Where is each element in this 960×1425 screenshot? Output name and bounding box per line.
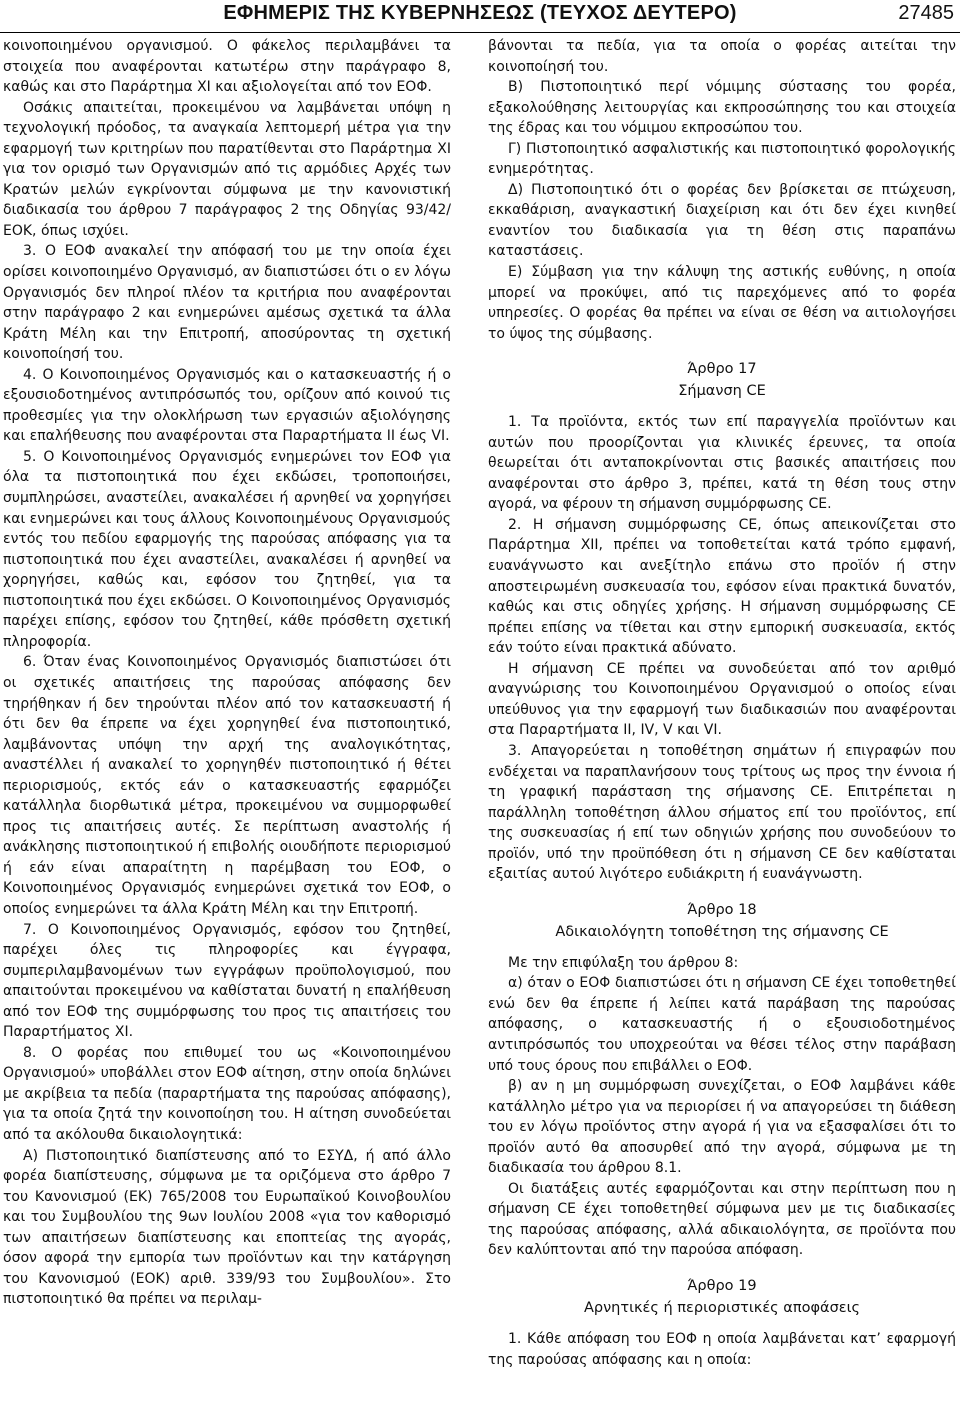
paragraph: 1. Τα προϊόντα, εκτός των επί παραγγελία προϊόντων και αυτών που προορίζονται για κλινικές έρευνες, τα οποία θεωρείται ότι ανταποκρίνονται στις βασικές απαιτήσεις που αναφέρονται στο άρθρο 3, πρέπει, κατά τη θέση τους στην αγορά, να φέρουν τη σήμανση συμμόρφωσης CE. (488, 414, 956, 513)
paragraph: Β) Πιστοποιητικό περί νόμιμης σύστασης του φορέα, εξακολούθησης λειτουργίας και εκπροσώπησης του και στοιχεία της έδρας και του νόμιμου εκπροσώπου του. (488, 79, 956, 137)
article-title: Σήμανση CE (678, 383, 766, 400)
article-number: Άρθρο 19 (687, 1277, 757, 1294)
article-number: Άρθρο 17 (687, 361, 757, 378)
gazette-title: ΕΦΗΜΕΡΙΣ ΤΗΣ ΚΥΒΕΡΝΗΣΕΩΣ (ΤΕΥΧΟΣ ΔΕΥΤΕΡΟ) (223, 2, 737, 24)
paragraph: Α) Πιστοποιητικό διαπίστευσης από το ΕΣΥΔ, ή από άλλο φορέα διαπίστευσης, σύμφωνα με τα οριζόμενα στο άρθρο 7 του Κανονισμού (ΕΚ) 765/2008 του Ευρωπαϊκού Κοινοβουλίου και του Συμβουλίου της 9ων Ιουλίου 2008 «για τον καθορισμό των απαιτήσεων διαπίστευσης και εποπτείας της αγοράς, όσον αφορά την εμπορία των προϊόντων και την κατάργηση του Κανονισμού (ΕΟΚ) αριθ. 339/93 του Συμβουλίου». Στο πιστοποιητικό θα πρέπει να περιλαμ- (3, 1147, 451, 1308)
paragraph: 6. Όταν ένας Κοινοποιημένος Οργανισμός διαπιστώσει ότι οι σχετικές απαιτήσεις της παρούσας απόφασης δεν τηρήθηκαν ή δεν τηρούνται πλέον από τον κατασκευαστή ή ότι δεν θα έπρεπε να έχει χορηγηθεί ένα πιστοποιητικό, λαμβάνοντας υπόψη την αρχή της αναλογικότητας, αναστέλλει ή ανακαλεί το χορηγηθέν πιστοποιητικό ή θέτει περιορισμούς, εκτός εάν ο κατασκευαστής εφαρμόζει κατάλληλα διορθωτικά μέτρα, προκειμένου να συμμορφωθεί προς τις απαιτήσεις αυτές. Σε περίπτωση αναστολής ή ανάκλησης πιστοποιητικού ή επιβολής οιουδήποτε περιορισμού ή εάν είναι απαραίτητη η παρέμβαση του ΕΟΦ, ο Κοινοποιημένος Οργανισμός ενημερώνει σχετικά τον ΕΟΦ, ο οποίος ενημερώνει τα άλλα Κράτη Μέλη και την Επιτροπή. (3, 654, 451, 917)
page-number: 27485 (898, 2, 954, 24)
paragraph: 4. Ο Κοινοποιημένος Οργανισμός και ο κατασκευαστής ή ο εξουσιοδοτημένος αντιπρόσωπός του, ορίζουν από κοινού τις προθεσμίες για την ολοκλήρωση των εργασιών αξιολόγησης και επαλήθευσης που αναφέρονται στα Παραρτήματα II έως VI. (3, 366, 451, 445)
paragraph: 3. Ο ΕΟΦ ανακαλεί την απόφασή του με την οποία έχει ορίσει κοινοποιημένο Οργανισμό, αν διαπιστώσει ότι ο εν λόγω Οργανισμός δεν πληροί πλέον τα κριτήρια που αναφέρονται στην παράγραφο 2 και ενημερώνει αμέσως σχετικά τα άλλα Κράτη Μέλη και την Επιτροπή, αποσύροντας τη σχετική κοινοποίησή του. (3, 243, 451, 363)
paragraph: 7. Ο Κοινοποιημένος Οργανισμός, εφόσον του ζητηθεί, παρέχει όλες τις πληροφορίες και έγγραφα, συμπεριλαμβανομένων των εγγράφων προϋπολογισμού, που απαιτούνται προκειμένου να καθίσταται δυνατή η επαλήθευση από τον ΕΟΦ της συμμόρφωσης του προς τις απαιτήσεις του Παραρτήματος XI. (3, 921, 451, 1041)
article-19-heading (488, 1275, 956, 1319)
paragraph: α) όταν ο ΕΟΦ διαπιστώσει ότι η σήμανση CE έχει τοποθετηθεί ενώ δεν θα έπρεπε ή λείπει κατά παράβαση της παρούσας απόφασης, ο κατασκευαστής ή ο εξουσιοδοτημένος αντιπρόσωπός του υποχρεούται να θέσει τέλος στην παράβαση υπό τους όρους που επιβάλλει ο ΕΟΦ. (488, 975, 956, 1074)
paragraph: Ε) Σύμβαση για την κάλυψη της αστικής ευθύνης, η οποία μπορεί να προκύψει, από τις παρεχόμενες από το φορέα υπηρεσίες. Ο φορέας θα πρέπει να είναι σε θέση να αιτιολογήσει το ύψος της σύμβασης. (488, 264, 956, 342)
paragraph: Γ) Πιστοποιητικό ασφαλιστικής και πιστοποιητικό φορολογικής ενημερότητας. (488, 140, 956, 178)
article-18-heading (488, 899, 956, 943)
article-title: Αρνητικές ή περιοριστικές αποφάσεις (583, 1299, 861, 1316)
right-column (488, 36, 956, 1370)
page-header (0, 0, 960, 33)
paragraph: 8. Ο φορέας που επιθυμεί του ως «Κοινοποιημένου Οργανισμού» υποβάλλει στον ΕΟΦ αίτηση, στην οποία δηλώνει με ακρίβεια τα πεδία (παραρτήματα της παρούσας απόφασης), για τα οποία ζητά την κοινοποίηση του. Η αίτηση συνοδεύεται από τα ακόλουθα δικαιολογητικά: (3, 1044, 451, 1143)
paragraph: βάνονται τα πεδία, για τα οποία ο φορέας αιτείται την κοινοποίησή του. (488, 38, 956, 75)
paragraph: 2. Η σήμανση συμμόρφωσης CE, όπως απεικονίζεται στο Παράρτημα XII, πρέπει να τοποθετείται κατά τρόπο εμφανή, ευανάγνωστο και ανεξίτηλο επάνω στο προϊόν ή στην αποστειρωμένη συσκευασία του, εφόσον είναι πρακτικά δυνατόν, καθώς και στις οδηγίες χρήσης. Η σήμανση συμμόρφωσης CE πρέπει επίσης να τίθεται και στην εμπορική συσκευασία, εκτός εάν τούτο είναι πρακτικά αδύνατο. (488, 516, 956, 657)
paragraph: β) αν η μη συμμόρφωση συνεχίζεται, ο ΕΟΦ λαμβάνει κάθε κατάλληλο μέτρο για να περιορίσει ή να απαγορεύσει τη διάθεση του εν λόγω προϊόντος στην αγορά ή για να εξασφαλίσει ότι το προϊόν αυτό θα αποσυρθεί από την αγορά, σύμφωνα με τη διαδικασία του άρθρου 8.1. (488, 1078, 956, 1177)
left-column (3, 36, 451, 1310)
paragraph: Με την επιφύλαξη του άρθρου 8: (508, 954, 739, 971)
paragraph: 1. Κάθε απόφαση του ΕΟΦ η οποία λαμβάνεται κατ’ εφαρμογή της παρούσας απόφασης και η οποία: (488, 1330, 956, 1368)
article-title: Αδικαιολόγητη τοποθέτηση της σήμανσης CE (555, 923, 889, 940)
paragraph: 5. Ο Κοινοποιημένος Οργανισμός ενημερώνει τον ΕΟΦ για όλα τα πιστοποιητικά που έχει εκδώσει, τροποποιήσει, συμπληρώσει, αναστείλει, ανακαλέσει ή αρνηθεί να χορηγήσει και ενημερώνει και τους άλλους Κοινοποιημένους Οργανισμούς εντός του πεδίου εφαρμογής της παρούσας απόφασης για τα πιστοποιητικά που έχει αναστείλει, ανακαλέσει ή αρνηθεί να χορηγήσει, καθώς και, εφόσον του ζητηθεί, για τα πιστοποιητικά που έχει εκδώσει. Ο Κοινοποιημένος Οργανισμός παρέχει επίσης, εφόσον του ζητηθεί, κάθε πρόσθετη σχετική πληροφορία. (3, 448, 451, 650)
paragraph: Οσάκις απαιτείται, προκειμένου να λαμβάνεται υπόψη η τεχνολογική πρόοδος, τα αναγκαία λεπτομερή μέτρα για την εφαρμογή των κριτηρίων που παρατίθενται στο Παράρτημα XI για τον ορισμό των Οργανισμών από τις αρμόδιες Αρχές των Κρατών μελών εγκρίνονται σύμφωνα με την κανονιστική διαδικασία του άρθρου 7 παράγραφος 2 της Οδηγίας 93/42/ΕΟΚ, όπως ισχύει. (3, 99, 451, 239)
paragraph: Δ) Πιστοποιητικό ότι ο φορέας δεν βρίσκεται σε πτώχευση, εκκαθάριση, αναγκαστική διαχείριση και ότι δεν έχει κινηθεί εναντίον του διαδικασία για τη θέση στις παραπάνω καταστάσεις. (488, 181, 956, 260)
paragraph: Οι διατάξεις αυτές εφαρμόζονται και στην περίπτωση που η σήμανση CE έχει τοποθετηθεί σύμφωνα μεν με τις διαδικασίες της παρούσας απόφασης, αλλά αδικαιολόγητα, σε προϊόντα που δεν καλύπτονται από την παρούσα απόφαση. (488, 1180, 956, 1259)
article-17-heading (488, 358, 956, 402)
paragraph: 3. Απαγορεύεται η τοποθέτηση σημάτων ή επιγραφών που ενδέχεται να παραπλανήσουν τους τρίτους ως προς την έννοια ή τη γραφική παράσταση της σήμανσης CE. Επιτρέπεται η παράλληλη τοποθέτηση άλλου σήματος επί του προϊόντος, επί της συσκευασίας ή επί των οδηγιών χρήσης που συνοδεύουν το προϊόν, υπό την προϋπόθεση ότι η σήμανση CE δεν καθίσταται εξαιτίας αυτού λιγότερο ευδιάκριτη ή ευανάγνωστη. (488, 742, 956, 883)
paragraph: κοινοποιημένου οργανισμού. Ο φάκελος περιλαμβάνει τα στοιχεία που αναφέρονται κατωτέρω στην παράγραφο 8, καθώς και στο Παράρτημα XI και αξιολογείται από τον ΕΟΦ. (3, 38, 451, 96)
paragraph: Η σήμανση CE πρέπει να συνοδεύεται από τον αριθμό αναγνώρισης του Κοινοποιημένου Οργανισμού ο οποίος είναι υπεύθυνος για την εφαρμογή των διαδικασιών που αναφέρονται στα Παραρτήματα II, IV, V και VI. (488, 660, 956, 739)
article-number: Άρθρο 18 (687, 901, 757, 918)
